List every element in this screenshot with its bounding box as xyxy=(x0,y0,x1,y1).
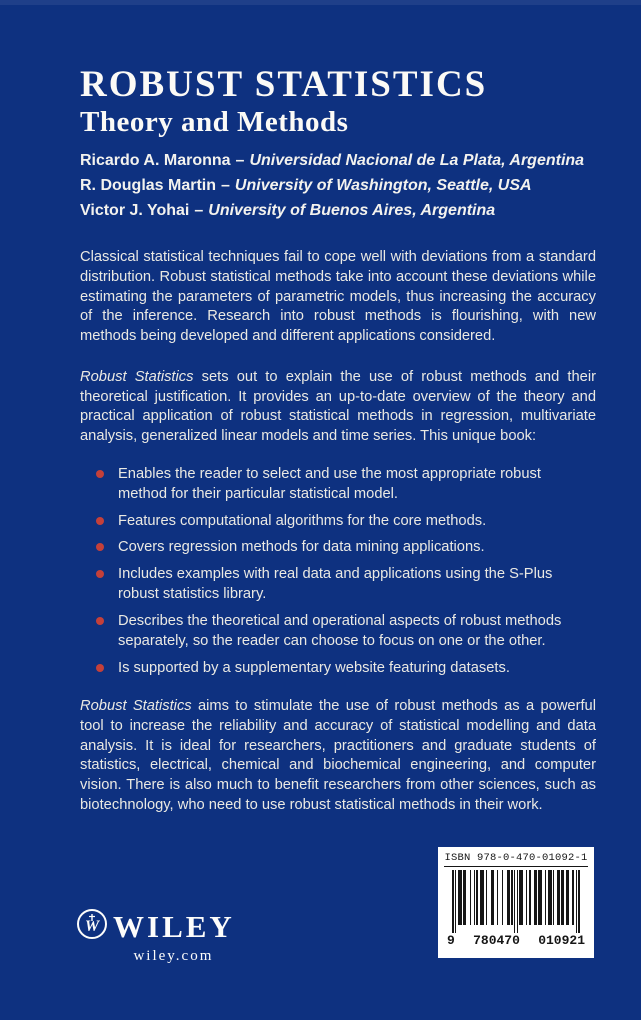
wiley-website: wiley.com xyxy=(133,948,214,964)
paragraph-overview xyxy=(80,368,596,447)
author-affiliation: University of Washington, Seattle, USA xyxy=(234,177,532,195)
bullet-item xyxy=(80,537,574,558)
publisher-logo xyxy=(76,908,235,964)
bullet-text: Includes examples with real data and applications using the S-Plus robust statistics library. xyxy=(118,565,553,603)
barcode-panel xyxy=(438,847,594,958)
bullet-text: Enables the reader to select and use the most appropriate robust method for their particular statistical model. xyxy=(118,465,541,503)
book-subtitle: Theory and Methods xyxy=(80,105,349,138)
bullet-dot-icon xyxy=(96,570,104,578)
bullet-text: Features computational algorithms for the core methods. xyxy=(118,512,487,529)
author-name: Victor J. Yohai xyxy=(80,202,190,220)
author-separator: – xyxy=(194,202,204,220)
paragraph-overview-rest: sets out to explain the use of robust methods and their theoretical justification. It provides an up-to-date overview of the theory and practical application of robust statistical methods in regression, multivariate analysis, generalized linear models and time series. This unique book: xyxy=(80,368,596,444)
paragraph-closing-lead: Robust Statistics xyxy=(80,698,192,715)
bullet-item xyxy=(80,611,574,652)
author-separator: – xyxy=(221,177,230,195)
barcode-digits xyxy=(444,934,588,947)
author-affiliation: University of Buenos Aires, Argentina xyxy=(208,202,496,220)
barcode-digit-lead: 9 xyxy=(447,933,455,948)
author-list xyxy=(80,148,596,223)
wiley-colophon-icon xyxy=(76,908,108,945)
bullet-dot-icon xyxy=(96,664,104,672)
paragraph-closing xyxy=(80,697,596,815)
bullet-item xyxy=(80,464,574,505)
author-line xyxy=(80,198,596,223)
barcode-bars xyxy=(452,870,580,933)
bullet-text: Covers regression methods for data mining applications. xyxy=(118,539,485,556)
bullet-item xyxy=(80,658,574,679)
bullet-text: Describes the theoretical and operational aspects of robust methods separately, so the reader can choose to focus on one or the other. xyxy=(118,612,562,650)
barcode-digit-group2: 010921 xyxy=(538,933,585,948)
svg-text:W: W xyxy=(84,918,100,935)
barcode-isbn-label: ISBN 978-0-470-01092-1 xyxy=(444,852,588,867)
bullet-dot-icon xyxy=(96,543,104,551)
author-line xyxy=(80,148,596,173)
book-title: ROBUST STATISTICS xyxy=(80,64,488,105)
author-line xyxy=(80,173,596,198)
barcode-digit-group1: 780470 xyxy=(473,933,520,948)
author-affiliation: Universidad Nacional de La Plata, Argentina xyxy=(249,152,585,170)
author-name: Ricardo A. Maronna xyxy=(80,152,231,170)
bullet-item xyxy=(80,511,574,532)
author-name: R. Douglas Martin xyxy=(80,177,217,195)
paragraph-intro: Classical statistical techniques fail to cope well with deviations from a standard distribution. Robust statistical methods take into account these deviations while estimating the parameters of parametric models, thus increasing the accuracy of the inference. Research into robust methods is flourishing, with new methods being developed and different applications considered. xyxy=(80,249,596,345)
paragraph-closing-rest: aims to stimulate the use of robust methods as a powerful tool to increase the reliability and accuracy of statistical modelling and data analysis. It is ideal for researchers, practitioners and graduate students of statistics, electrical, chemical and biochemical engineering, and computer vision. There is also much to benefit researchers from other sciences, such as biotechnology, who need to use robust statistical methods in their work. xyxy=(80,698,596,813)
paragraph-overview-lead: Robust Statistics xyxy=(80,368,194,385)
bullet-dot-icon xyxy=(96,517,104,525)
bullet-dot-icon xyxy=(96,470,104,478)
wiley-wordmark: WILEY xyxy=(113,909,235,944)
bullet-dot-icon xyxy=(96,617,104,625)
bullet-item xyxy=(80,564,574,605)
bullet-text: Is supported by a supplementary website featuring datasets. xyxy=(118,659,510,676)
feature-bullet-list xyxy=(80,464,574,679)
author-separator: – xyxy=(235,152,245,170)
